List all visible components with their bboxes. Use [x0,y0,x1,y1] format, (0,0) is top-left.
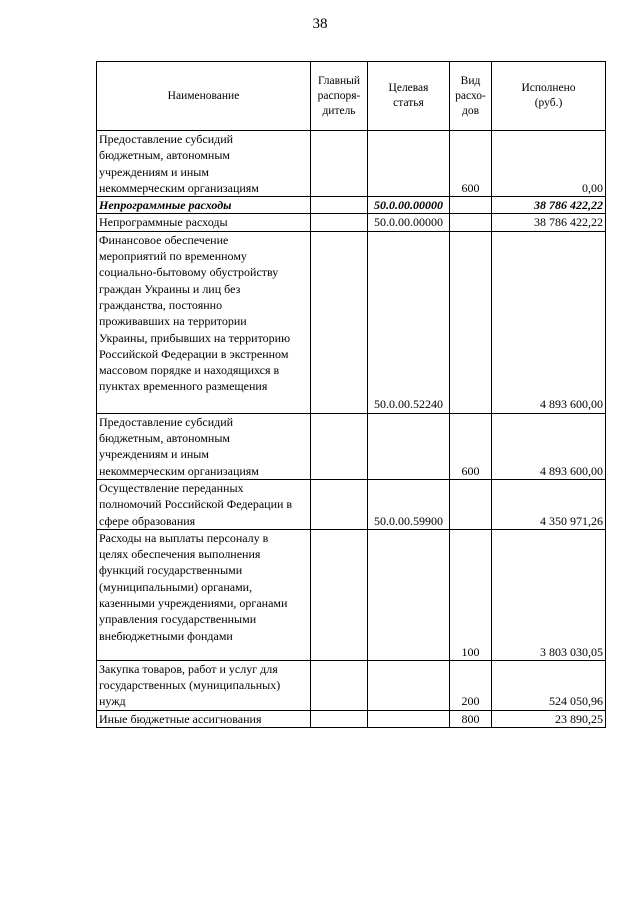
column-header-name: Наименование [97,62,311,131]
row-name: Иные бюджетные ассигнования [97,710,311,727]
table-row [97,231,606,413]
table-row-section-total [97,197,606,214]
row-executed: 38 786 422,22 [492,197,606,214]
row-name: Непрограммные расходы [97,214,311,231]
row-name: Закупка товаров, работ и услуг для государственных (муниципальных) нужд [97,660,311,710]
row-target-article [368,529,450,660]
row-name: Непрограммные расходы [97,197,311,214]
row-administrator [311,197,368,214]
row-target-article [368,710,450,727]
row-expense-type: 800 [450,710,492,727]
row-name: Осуществление переданных полномочий Российской Федерации в сфере образования [97,479,311,529]
row-target-article [368,413,450,479]
row-target-article [368,131,450,197]
row-executed: 4 893 600,00 [492,413,606,479]
table-header-row [97,62,606,131]
row-target-article: 50.0.00.59900 [368,479,450,529]
row-expense-type: 100 [450,529,492,660]
row-expense-type [450,479,492,529]
row-target-article: 50.0.00.00000 [368,197,450,214]
row-executed: 38 786 422,22 [492,214,606,231]
row-expense-type: 600 [450,131,492,197]
row-administrator [311,479,368,529]
table-row [97,710,606,727]
row-target-article: 50.0.00.00000 [368,214,450,231]
table-row [97,214,606,231]
row-executed: 4 893 600,00 [492,231,606,413]
row-name: Предоставление субсидий бюджетным, автономным учреждениям и иным некоммерческим организациям [97,131,311,197]
column-header-expense-type: Вид расхо- дов [450,62,492,131]
row-executed: 3 803 030,05 [492,529,606,660]
budget-execution-table [96,61,606,728]
column-header-administrator: Главный распоря- дитель [311,62,368,131]
row-executed: 0,00 [492,131,606,197]
row-target-article: 50.0.00.52240 [368,231,450,413]
row-executed: 4 350 971,26 [492,479,606,529]
row-administrator [311,660,368,710]
page-number: 38 [312,16,328,32]
row-administrator [311,413,368,479]
row-expense-type: 600 [450,413,492,479]
row-expense-type [450,197,492,214]
column-header-executed: Исполнено (руб.) [492,62,606,131]
row-administrator [311,231,368,413]
row-name: Расходы на выплаты персоналу в целях обеспечения выполнения функций государственными (муниципальными) органами, казенными учреждениями, органами управления государственными внебюджетными фондами [97,529,311,660]
table-row [97,413,606,479]
row-executed: 524 050,96 [492,660,606,710]
row-administrator [311,529,368,660]
table-row [97,529,606,660]
row-expense-type [450,231,492,413]
row-name: Предоставление субсидий бюджетным, автономным учреждениям и иным некоммерческим организациям [97,413,311,479]
row-administrator [311,710,368,727]
row-administrator [311,131,368,197]
row-target-article [368,660,450,710]
table-row [97,131,606,197]
table-row [97,660,606,710]
row-name: Финансовое обеспечение мероприятий по временному социально-бытовому обустройству граждан Украины и лиц без гражданства, постоянно проживавших на территории Украины, прибывших на территорию Российской Федерации в экстренном массовом порядке и находящихся в пунктах временного размещения [97,231,311,413]
row-executed: 23 890,25 [492,710,606,727]
column-header-target-article: Целевая статья [368,62,450,131]
row-expense-type: 200 [450,660,492,710]
row-administrator [311,214,368,231]
row-expense-type [450,214,492,231]
table-row [97,479,606,529]
